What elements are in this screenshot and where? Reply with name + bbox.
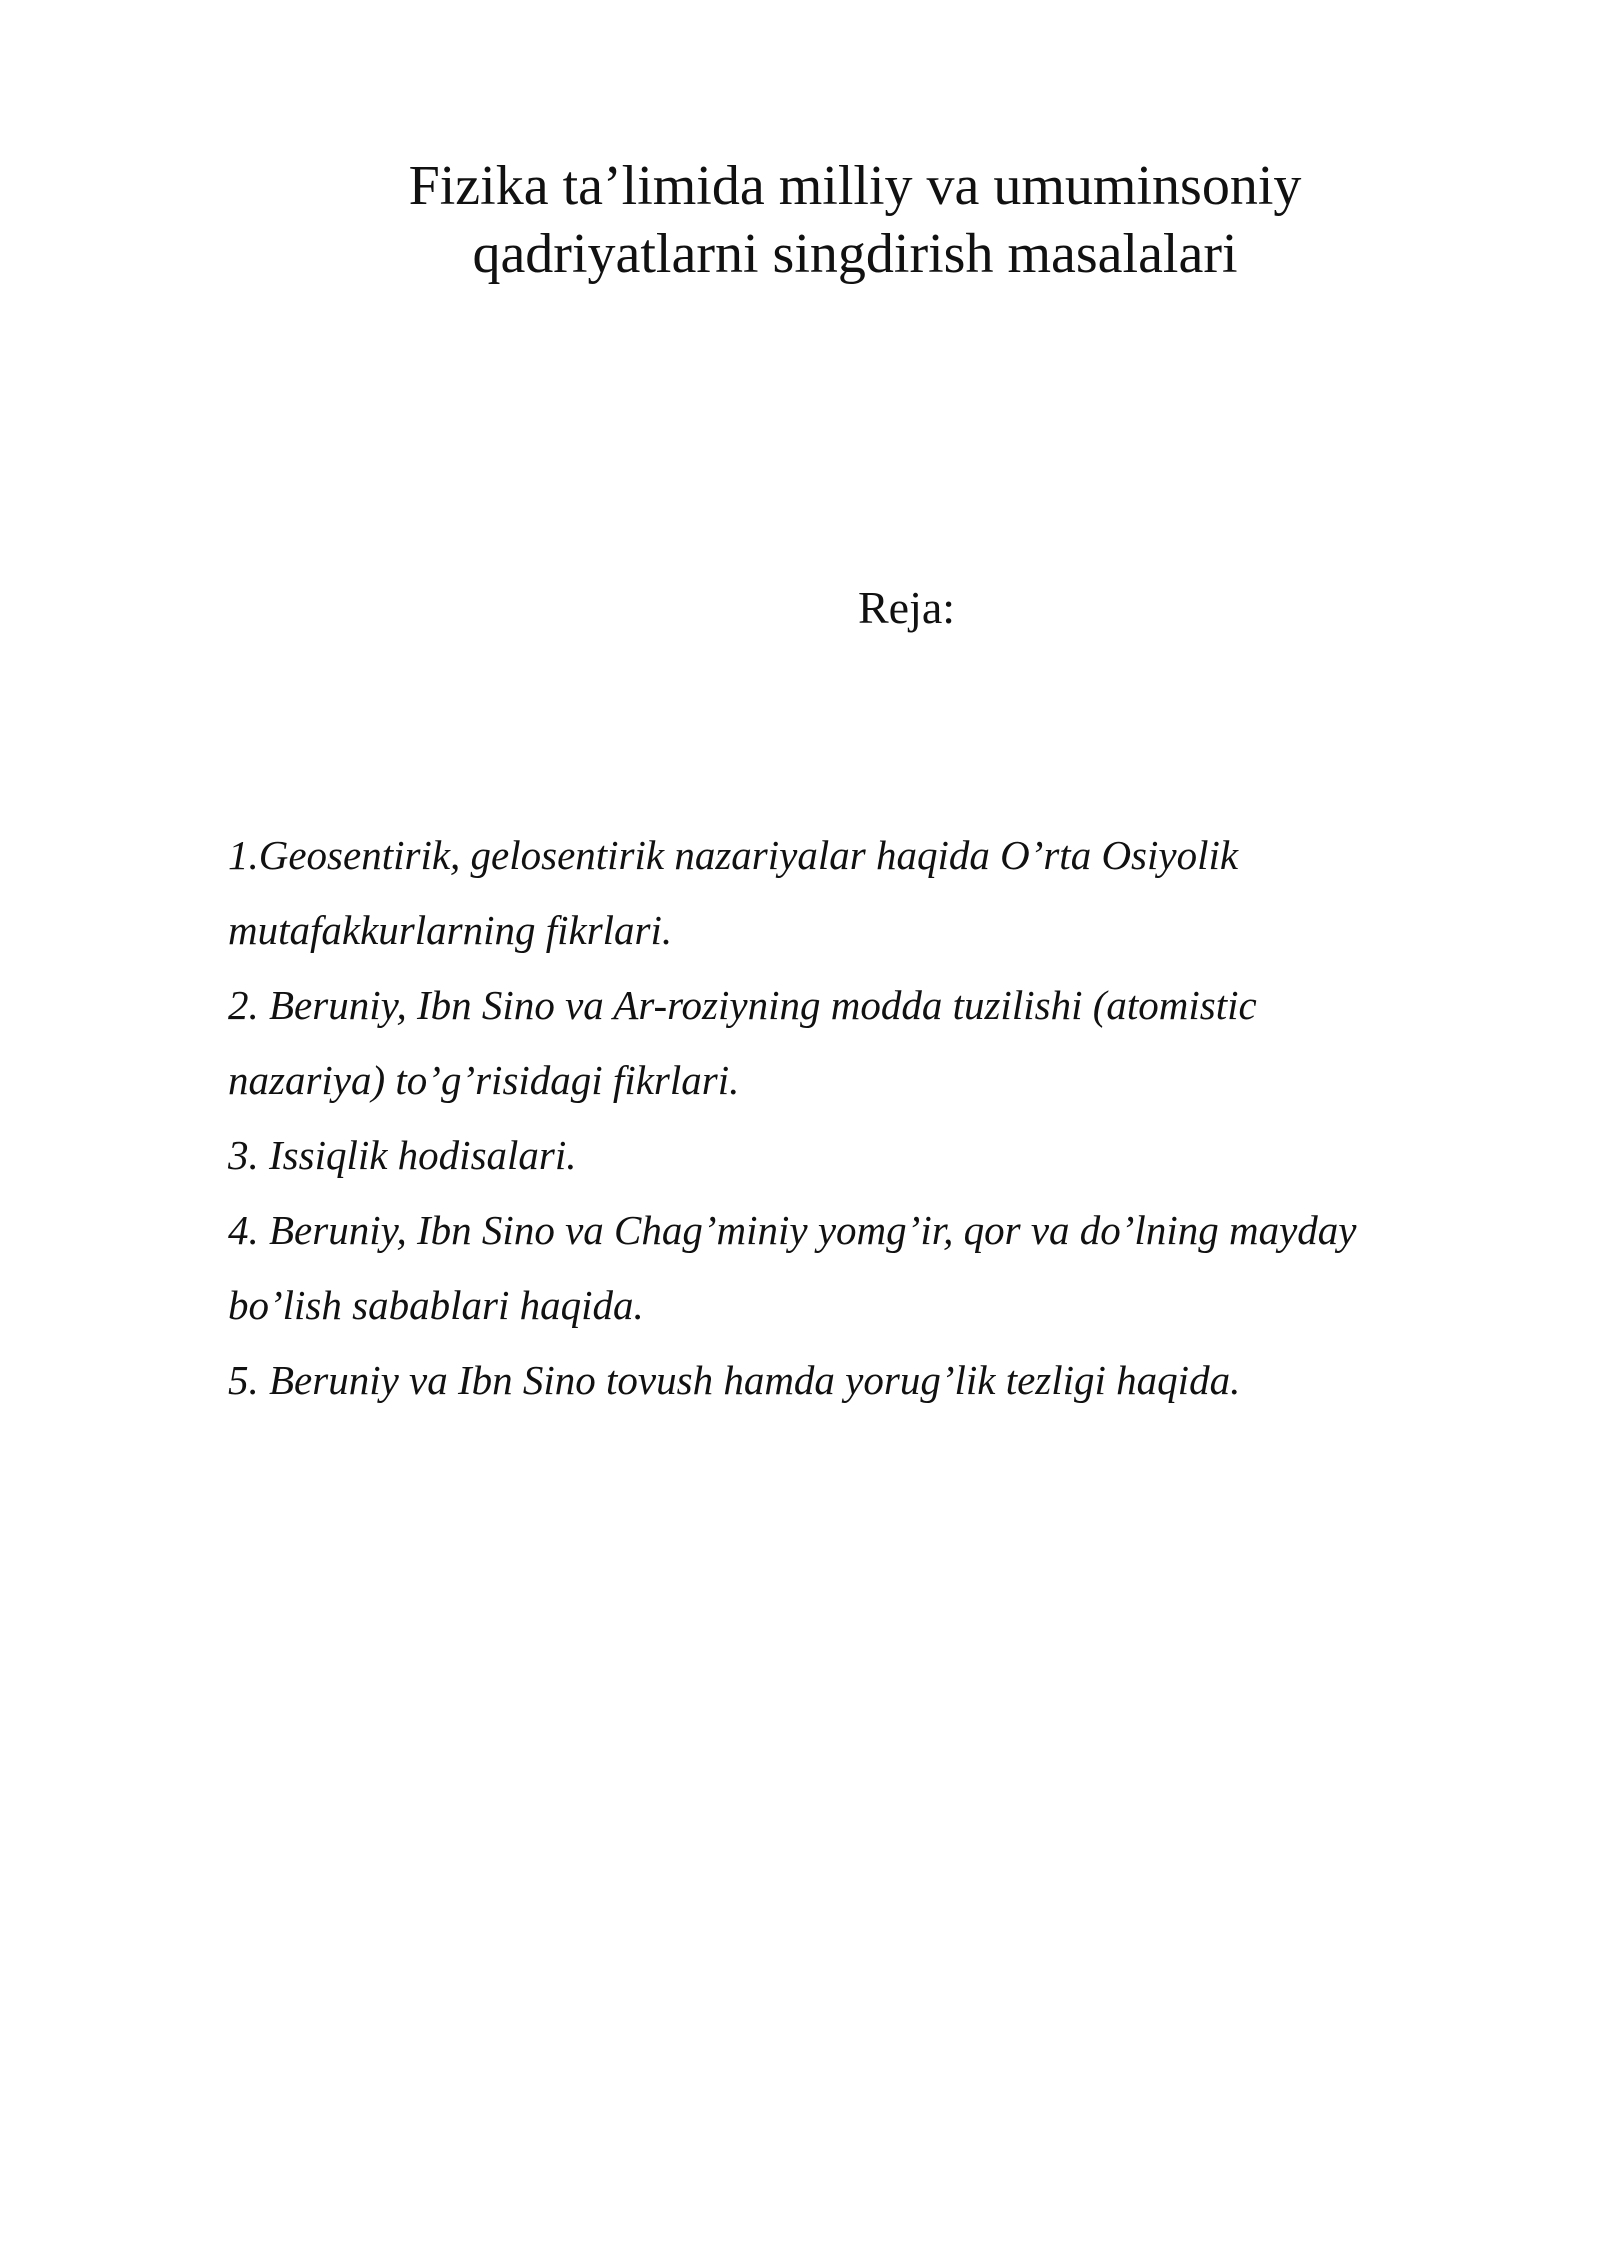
plan-list [228,818,1448,1418]
title-line-2: qadriyatlarni singdirish masalalari [472,223,1238,285]
plan-line-1: 1.Geosentirik, gelosentirik nazariyalar haqida O’rta Osiyolik [228,832,1239,878]
plan-line-7: bo’lish sabablari haqida. [228,1282,644,1328]
plan-heading: Reja: [858,582,956,633]
plan-line-5: 3. Issiqlik hodisalari. [228,1132,577,1178]
plan-line-4: nazariya) to’g’risidagi fikrlari. [228,1057,740,1103]
document-title [330,152,1380,288]
plan-line-3: 2. Beruniy, Ibn Sino va Ar-roziyning modda tuzilishi (atomistic [228,982,1257,1028]
plan-line-6: 4. Beruniy, Ibn Sino va Chag’miniy yomg’ir, qor va do’lning mayday [228,1207,1357,1253]
plan-line-8: 5. Beruniy va Ibn Sino tovush hamda yorug’lik tezligi haqida. [228,1357,1241,1403]
title-line-1: Fizika ta’limida milliy va umuminsoniy [408,155,1302,217]
plan-line-2: mutafakkurlarning fikrlari. [228,907,673,953]
